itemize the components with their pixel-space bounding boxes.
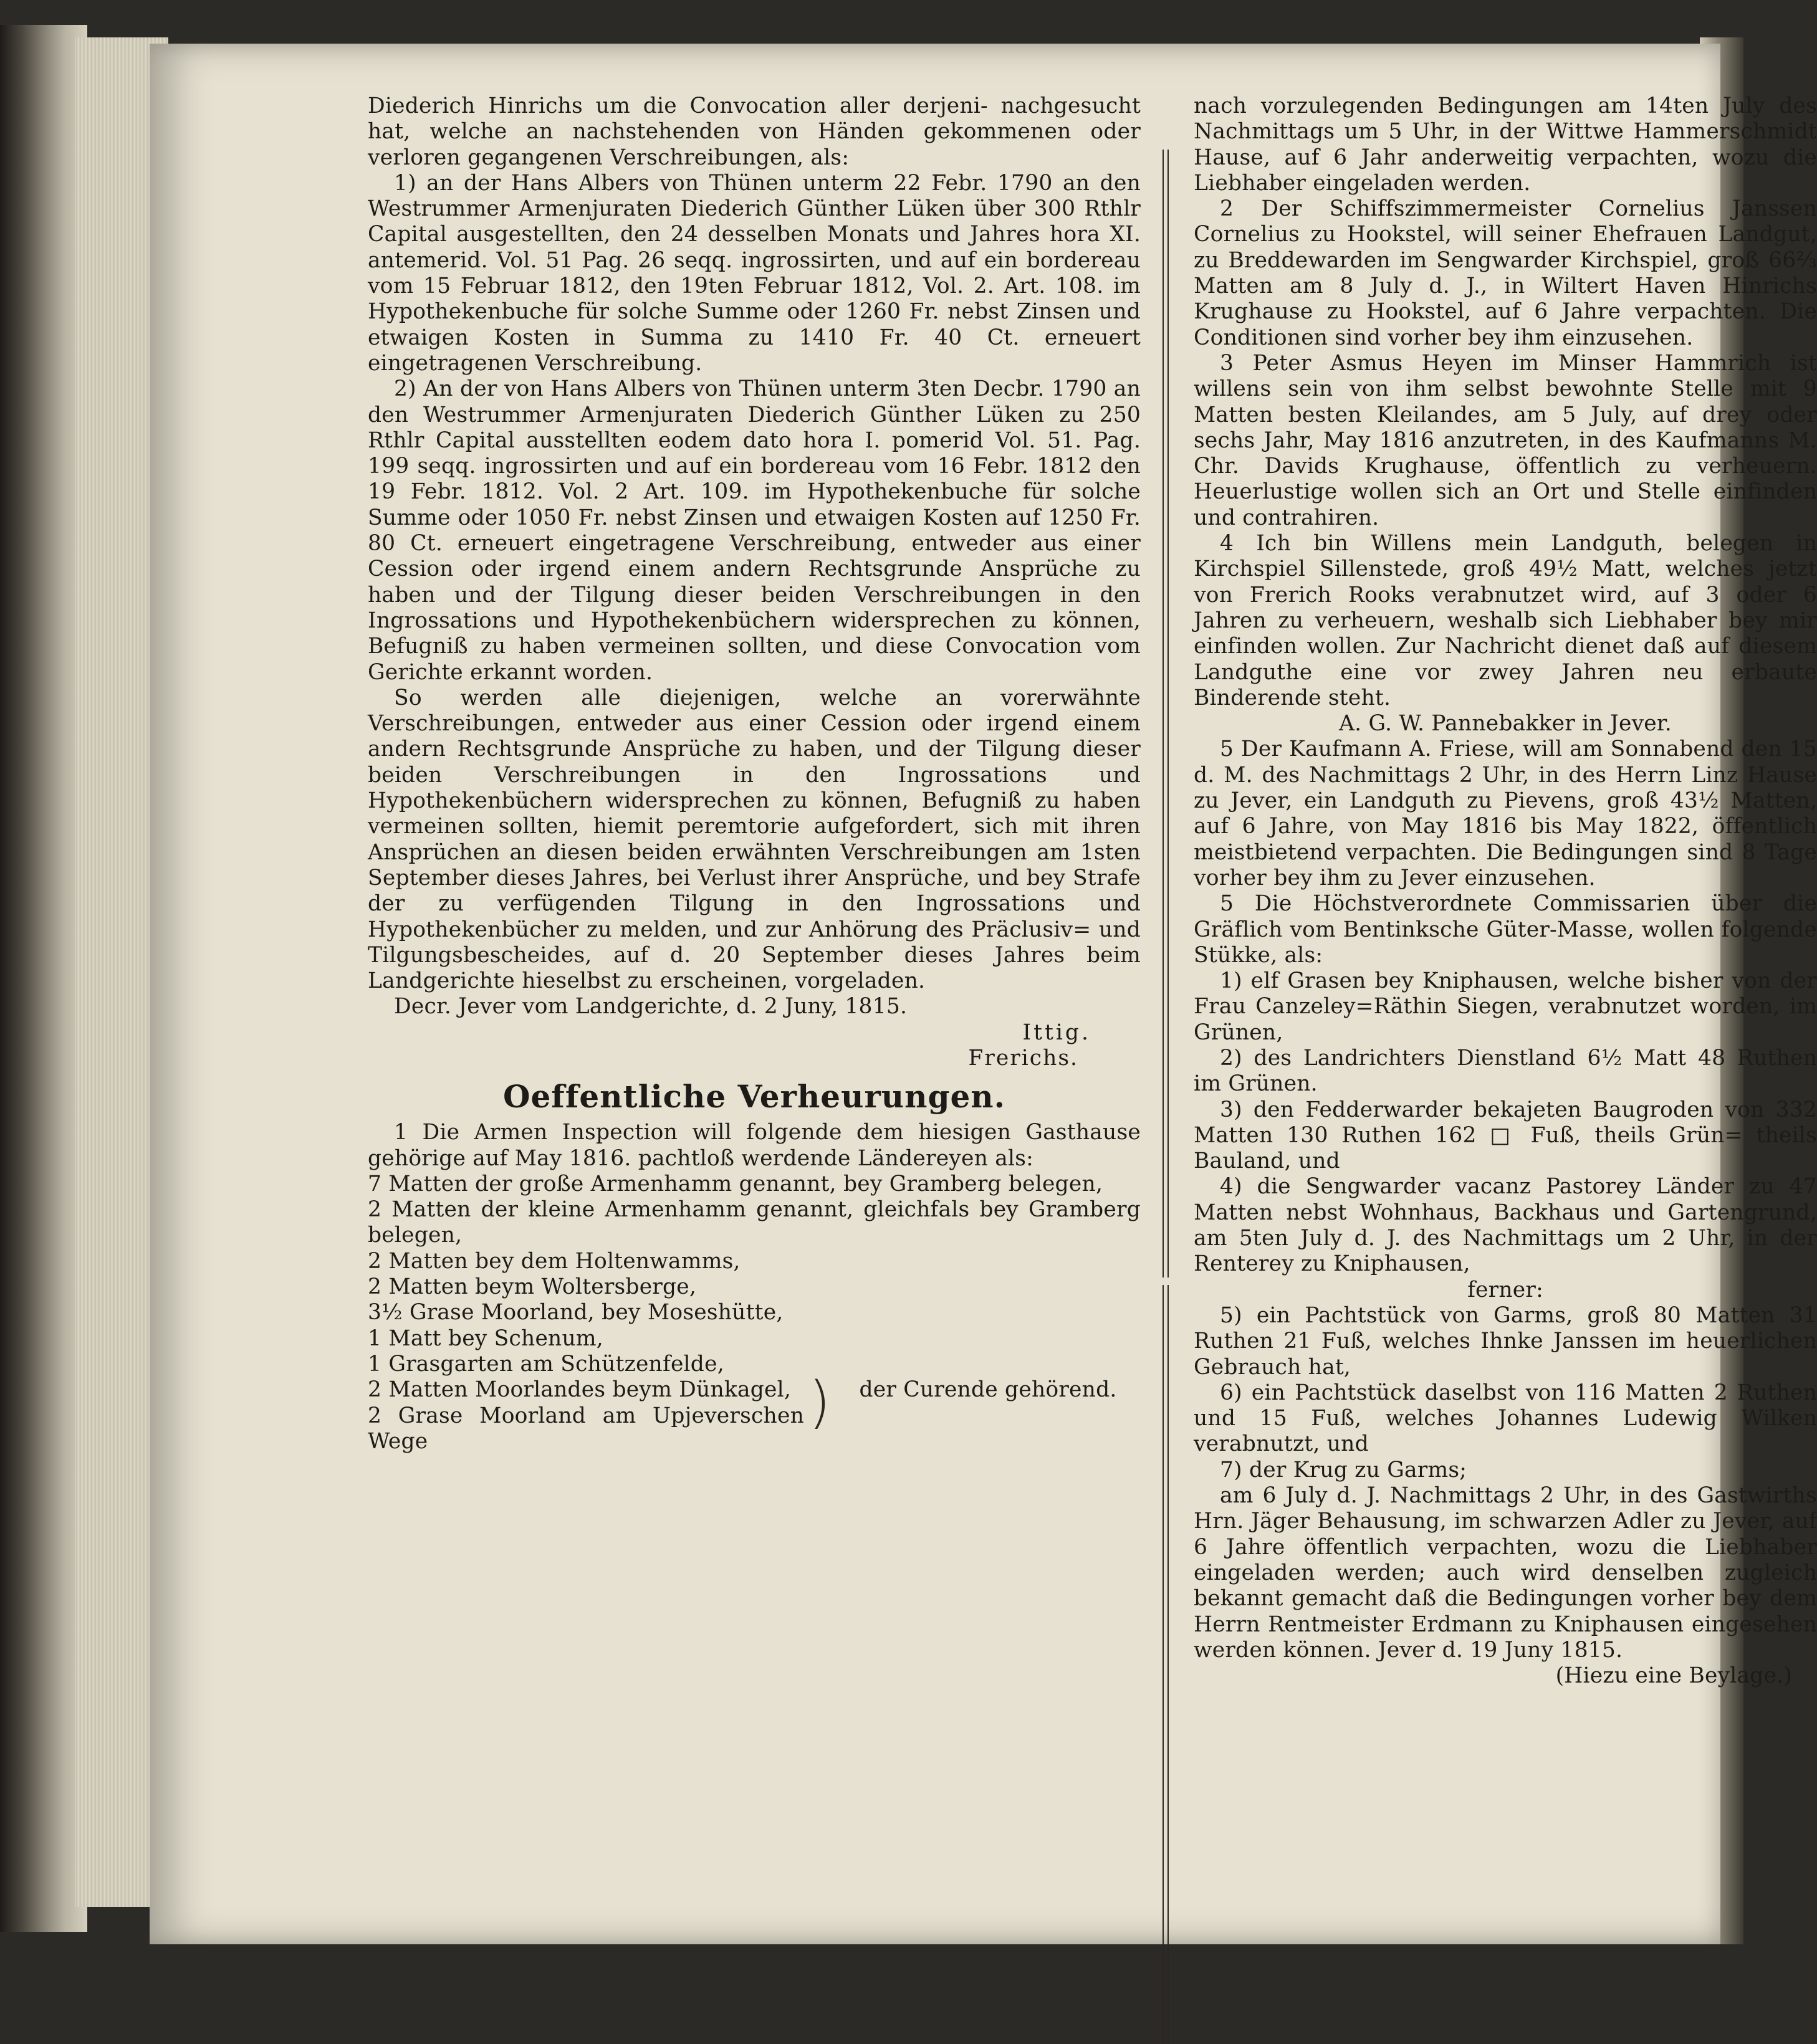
list-item: 2 Matten bey dem Holtenwamms, [368,1248,741,1274]
supplement-note: (Hiezu eine Beylage.) [1555,1663,1792,1689]
list-item: 2 Matten Moorlandes beym Dünkagel, [368,1377,792,1403]
right-column [1194,93,1817,1689]
brace-symbol: ) [808,1370,831,1436]
notice-6: 5 Die Höchstverordnete Commissarien über die Gräflich vom Bentinksche Güter-Masse, wollen folgende Stükke, als: [1194,891,1817,968]
book-binding-left [0,25,87,1932]
column-rule [1163,150,1169,2044]
decree-line: Decr. Jever vom Landgerichte, d. 2 Juny, 1815. [394,994,908,1020]
braced-items [368,1370,1141,1454]
list-item: 7 Matten der große Armenhamm genannt, bey Gramberg belegen, [368,1171,1103,1196]
ferner-label: ferner: [1467,1277,1543,1302]
list-item: 1 Matt bey Schenum, [368,1325,603,1351]
left-column [368,93,1141,1454]
list-item: 5) ein Pachtstück von Garms, groß 80 Matten 31 Ruthen 21 Fuß, welches Ihnke Janssen im heuerlichen Gebrauch hat, [1194,1302,1817,1380]
list-item: 4) die Sengwarder vacanz Pastorey Länder zu 47 Matten nebst Wohnhaus, Backhaus und Gartengrund, am 5ten July d. J. des Nachmittags um 2 Uhr, in der Renterey zu Kniphausen, [1194,1174,1817,1277]
list-item: 6) ein Pachtstück daselbst von 116 Matten 2 Ruthen und 15 Fuß, welches Johannes Ludewig Wilken verabnutzt, und [1194,1380,1817,1457]
notice-4: 4 Ich bin Willens mein Landguth, belegen in Kirchspiel Sillenstede, groß 49½ Matt, welches jetzt von Frerich Rooks verabnutzet wird, auf 3 oder 6 Jahren zu verheuern, weshalb sich Liebhaber bey mir einfinden wollen. Zur Nachricht dienet daß auf diesem Landguthe eine vor zwey Jahren neu erbaute Binderende steht. [1194,531,1817,710]
signature-ittig: Ittig. [1022,1020,1091,1045]
list-item: 7) der Krug zu Garms; [1220,1457,1467,1483]
section-heading: Oeffentliche Verheurungen. [502,1078,1006,1115]
paragraph-3: So werden alle diejenigen, welche an vorerwähnte Verschreibungen, entweder aus einer Cession oder irgend einem andern Rechtsgrunde Ansprüche zu haben, und der Tilgung dieser beiden Verschreibungen in den Ingrossations und Hypothekenbüchern widersprechen zu können, Befugniß zu haben vermeinen sollten, hiemit peremtorie aufgefordert, sich mit ihren Ansprüchen an diesen beiden erwähnten Verschreibungen am 1sten September dieses Jahres, bei Verlust ihrer Ansprüche, und bey Strafe der zu verfügenden Tilgung in den Ingrossations und Hypothekenbücher zu melden, und zur Anhörung des Präclusiv= und Tilgungsbescheides, auf d. 20 September dieses Jahres beim Landgerichte hieselbst zu erscheinen, vorgeladen. [368,685,1141,994]
notice-1-continued: nach vorzulegenden Bedingungen am 14ten July des Nachmittags um 5 Uhr, in der Wittwe Hammerschmidt Hause, auf 6 Jahr anderweitig verpachten, wozu die Liebhaber eingeladen werden. [1194,93,1817,196]
notice-2: 2 Der Schiffszimmermeister Cornelius Janssen Cornelius zu Hookstel, will seiner Ehefrauen Landgut, zu Breddewarden im Sengwarder Kirchspiel, groß 66⅔ Matten am 8 July d. J., in Wiltert Haven Hinrichs Krughause zu Hookstel, auf 6 Jahre verpachten. Die Conditionen sind vorher bey ihm einzusehen. [1194,196,1817,350]
column-rule-gap [1153,1278,1176,1285]
notice-1: 1 Die Armen Inspection will folgende dem hiesigen Gasthause gehörige auf May 1816. pachtloß werdende Ländereyen als: [368,1120,1141,1171]
notice-6-closing: am 6 July d. J. Nachmittags 2 Uhr, in des Gastwirths Hrn. Jäger Behausung, im schwarzen Adler zu Jever, auf 6 Jahre öffentlich verpachten, wozu die Liebhaber eingeladen werden; auch wird denselben zugleich bekannt gemacht daß die Bedingungen vorher bey dem Herrn Rentmeister Erdmann zu Kniphausen eingesehen werden können. Jever d. 19 Juny 1815. [1194,1483,1817,1663]
list-item: 2 Grase Moorland am Upjeverschen Wege [368,1403,804,1454]
document-page [150,44,1817,1944]
curende-note: der Curende gehörend. [859,1377,1117,1403]
list-item: 3) den Fedderwarder bekajeten Baugroden von 332 Matten 130 Ruthen 162 □ Fuß, theils Grün= theils Bauland, und [1194,1097,1817,1174]
notice-4-signature: A. G. W. Pannebakker in Jever. [1339,711,1672,737]
signature-frerichs: Frerichs. [968,1045,1078,1071]
list-item: 2) des Landrichters Dienstland 6½ Matt 48 Ruthen im Grünen. [1194,1045,1817,1097]
list-item: 1 Grasgarten am Schützenfelde, [368,1351,724,1377]
paragraph-1: 1) an der Hans Albers von Thünen unterm 22 Febr. 1790 an den Westrummer Armenjuraten Diederich Günther Lüken über 300 Rthlr Capital ausgestellten, den 24 desselben Monats und Jahres hora XI. antemerid. Vol. 51 Pag. 26 seqq. ingrossirten, und auf ein bordereau vom 15 Februar 1812, den 19ten Februar 1812, Vol. 2. Art. 108. im Hypothekenbuche für solche Summe oder 1260 Fr. nebst Zinsen und etwaigen Kosten in Summa zu 1410 Fr. 40 Ct. erneuert eingetragenen Verschreibung. [368,170,1141,376]
notice-5: 5 Der Kaufmann A. Friese, will am Sonnabend den 15 d. M. des Nachmittags 2 Uhr, in des Herrn Linz Hause zu Jever, ein Landguth zu Pievens, groß 43½ Matten, auf 6 Jahre, von May 1816 bis May 1822, öffentlich meistbietend verpachten. Die Bedingungen sind 8 Tage vorher bey ihm zu Jever einzusehen. [1194,737,1817,891]
list-item: 1) elf Grasen bey Kniphausen, welche bisher von der Frau Canzeley=Räthin Siegen, verabnutzet worden, im Grünen, [1194,968,1817,1045]
convocation-intro: Diederich Hinrichs um die Convocation aller derjeni- nachgesucht hat, welche an nachstehenden von Händen gekommenen oder verloren gegangenen Verschreibungen, als: [368,93,1141,170]
notice-3: 3 Peter Asmus Heyen im Minser Hammrich ist willens sein von ihm selbst bewohnte Stelle mit 9 Matten besten Kleilandes, am 5 July, auf drey oder sechs Jahr, May 1816 anzutreten, in des Kaufmanns M. Chr. Davids Krughause, öffentlich zu verheuern. Heuerlustige wollen sich an Ort und Stelle einfinden und contrahiren. [1194,350,1817,530]
list-item: 2 Matten der kleine Armenhamm genannt, gleichfals bey Gramberg belegen, [368,1197,1141,1248]
list-item: 2 Matten beym Woltersberge, [368,1274,697,1300]
list-item: 3½ Grase Moorland, bey Moseshütte, [368,1300,784,1325]
paragraph-2: 2) An der von Hans Albers von Thünen unterm 3ten Decbr. 1790 an den Westrummer Armenjuraten Diederich Günther Lüken zu 250 Rthlr Capital ausstellten eodem dato hora I. pomerid Vol. 51. Pag. 199 seqq. ingrossirten und auf ein bordereau vom 16 Febr. 1812 den 19 Febr. 1812. Vol. 2 Art. 109. im Hypothekenbuche für solche Summe oder 1050 Fr. nebst Zinsen und etwaigen Kosten auf 1250 Fr. 80 Ct. erneuert eingetragene Verschreibung, entweder aus einer Cession oder irgend einem andern Rechtsgrunde Ansprüche zu haben und der Tilgung dieser beiden Verschreibungen in den Ingrossations und Hypothekenbüchern widersprechen zu können, Befugniß zu haben vermeinen sollten, und diese Convocation vom Gerichte erkannt worden. [368,376,1141,685]
